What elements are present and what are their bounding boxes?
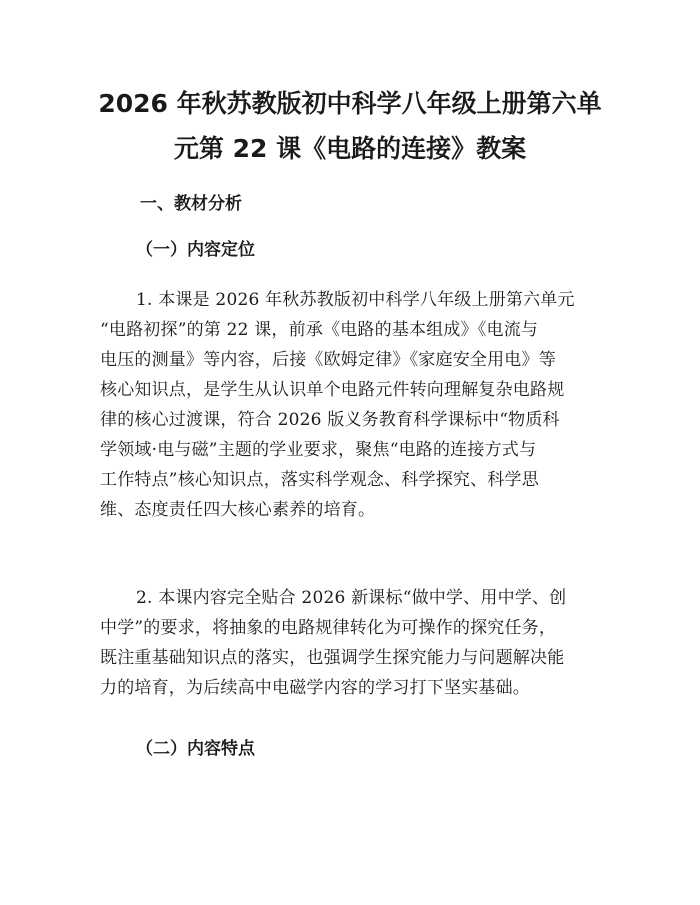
paragraph-1-line: 维、态度责任四大核心素养的培育。 xyxy=(100,500,376,520)
paragraph-2-line: 2. 本课内容完全贴合 2026 新课标“做中学、用中学、创 xyxy=(136,588,567,608)
paragraph-2-line: 力的培育，为后续高中电磁学内容的学习打下坚实基础。 xyxy=(100,678,530,698)
paragraph-2 xyxy=(100,583,600,703)
paragraph-2-line: 既注重基础知识点的落实，也强调学生探究能力与问题解决能 xyxy=(100,648,565,668)
paragraph-1-line: “电路初探”的第 22 课，前承《电路的基本组成》《电流与 xyxy=(100,320,539,340)
section-heading-textbook-analysis: 一、教材分析 xyxy=(140,194,242,214)
paragraph-2-line: 中学”的要求，将抽象的电路规律转化为可操作的探究任务， xyxy=(100,618,557,638)
subsection-heading-content-features: （二）内容特点 xyxy=(136,739,255,759)
document-title-line-2: 元第 22 课《电路的连接》教案 xyxy=(173,134,527,163)
paragraph-1-line: 1. 本课是 2026 年秋苏教版初中科学八年级上册第六单元 xyxy=(136,290,575,310)
paragraph-1-line: 律的核心过渡课，符合 2026 版义务教育科学课标中“物质科 xyxy=(100,410,560,430)
paragraph-1-line: 学领域·电与磁”主题的学业要求，聚焦“电路的连接方式与 xyxy=(100,440,537,460)
paragraph-1 xyxy=(100,285,600,525)
paragraph-1-line: 电压的测量》等内容，后接《欧姆定律》《家庭安全用电》等 xyxy=(100,350,556,370)
paragraph-1-line: 核心知识点，是学生从认识单个电路元件转向理解复杂电路规 xyxy=(100,380,565,400)
subsection-heading-content-positioning: （一）内容定位 xyxy=(136,240,255,260)
document-title-line-1: 2026 年秋苏教版初中科学八年级上册第六单 xyxy=(98,89,602,118)
paragraph-1-line: 工作特点”核心知识点，落实科学观念、科学探究、科学思 xyxy=(100,470,539,490)
